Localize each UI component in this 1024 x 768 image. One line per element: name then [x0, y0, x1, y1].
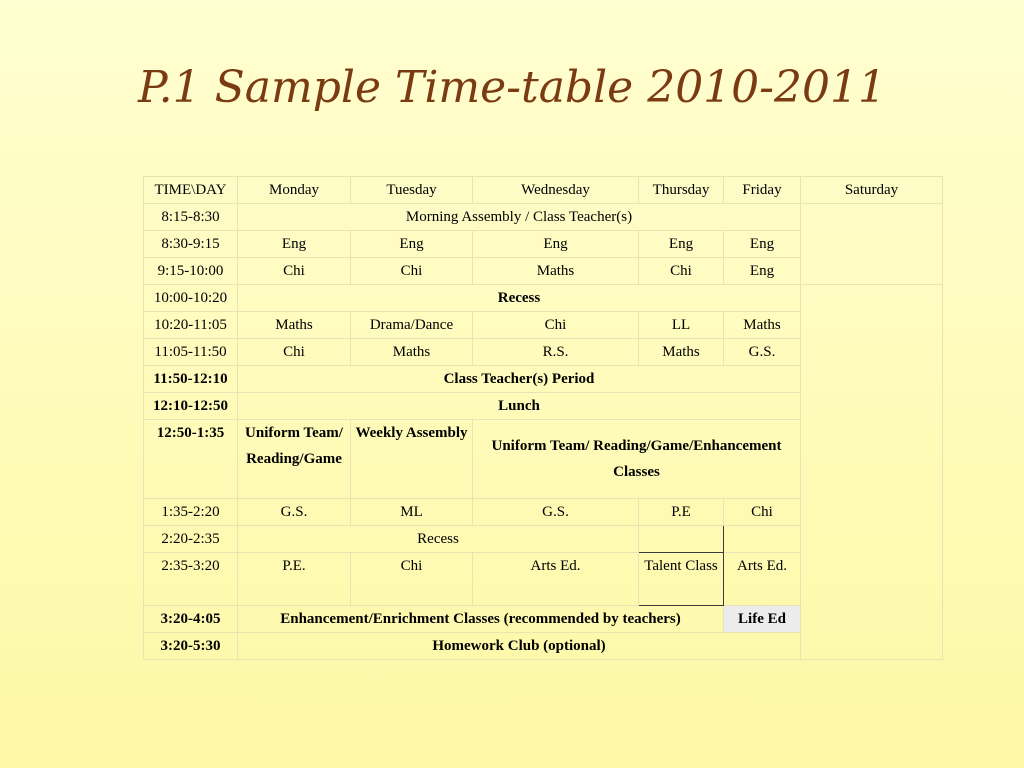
time-cell: 1:35-2:20 — [144, 499, 238, 526]
table-cell: Arts Ed. — [473, 553, 639, 606]
time-cell: 10:20-11:05 — [144, 312, 238, 339]
time-cell: 11:50-12:10 — [144, 366, 238, 393]
table-cell: Arts Ed. — [724, 553, 801, 606]
header-row — [144, 177, 943, 204]
saturday-cell — [801, 285, 943, 660]
table-cell: Chi — [724, 499, 801, 526]
header-cell: Thursday — [639, 177, 724, 204]
time-cell: 2:20-2:35 — [144, 526, 238, 553]
table-cell: Drama/Dance — [351, 312, 473, 339]
header-cell: Friday — [724, 177, 801, 204]
table-cell: Chi — [351, 258, 473, 285]
table-cell: Life Ed — [724, 606, 801, 633]
table-cell: G.S. — [473, 499, 639, 526]
saturday-cell — [801, 204, 943, 285]
table-cell: Chi — [639, 258, 724, 285]
table-cell: G.S. — [724, 339, 801, 366]
span-cell: Uniform Team/ Reading/Game/Enhancement Classes — [473, 420, 801, 499]
table-cell: Eng — [724, 231, 801, 258]
time-cell: 9:15-10:00 — [144, 258, 238, 285]
span-cell: Recess — [238, 285, 801, 312]
header-cell: Monday — [238, 177, 351, 204]
table-cell: Eng — [639, 231, 724, 258]
time-cell: 12:50-1:35 — [144, 420, 238, 499]
time-cell: 8:15-8:30 — [144, 204, 238, 231]
span-cell: Homework Club (optional) — [238, 633, 801, 660]
time-cell: 3:20-4:05 — [144, 606, 238, 633]
empty-cell — [639, 526, 724, 553]
table-cell: LL — [639, 312, 724, 339]
header-cell: Wednesday — [473, 177, 639, 204]
time-cell: 3:20-5:30 — [144, 633, 238, 660]
table-cell: Eng — [238, 231, 351, 258]
span-cell: Recess — [238, 526, 639, 553]
table-cell: Maths — [639, 339, 724, 366]
span-cell: Enhancement/Enrichment Classes (recommended by teachers) — [238, 606, 724, 633]
time-cell: 11:05-11:50 — [144, 339, 238, 366]
header-cell: TIME\DAY — [144, 177, 238, 204]
table-cell: G.S. — [238, 499, 351, 526]
table-row — [144, 204, 943, 231]
span-cell: Lunch — [238, 393, 801, 420]
table-cell: Maths — [238, 312, 351, 339]
table-cell: Maths — [724, 312, 801, 339]
timetable — [143, 176, 943, 660]
page-title: P.1 Sample Time-table 2010-2011 — [137, 62, 887, 113]
table-cell: ML — [351, 499, 473, 526]
table-cell: R.S. — [473, 339, 639, 366]
span-cell: Morning Assembly / Class Teacher(s) — [238, 204, 801, 231]
empty-cell — [724, 526, 801, 553]
header-cell: Tuesday — [351, 177, 473, 204]
time-cell: 12:10-12:50 — [144, 393, 238, 420]
table-cell: P.E — [639, 499, 724, 526]
table-cell: Eng — [473, 231, 639, 258]
table-cell: Eng — [351, 231, 473, 258]
table-cell: Weekly Assembly — [351, 420, 473, 499]
table-cell: P.E. — [238, 553, 351, 606]
time-cell: 8:30-9:15 — [144, 231, 238, 258]
table-cell: Eng — [724, 258, 801, 285]
table-row — [144, 285, 943, 312]
table-cell: Talent Class — [639, 553, 724, 606]
table-cell: Maths — [351, 339, 473, 366]
header-cell: Saturday — [801, 177, 943, 204]
time-cell: 2:35-3:20 — [144, 553, 238, 606]
time-cell: 10:00-10:20 — [144, 285, 238, 312]
table-cell: Chi — [473, 312, 639, 339]
span-cell: Class Teacher(s) Period — [238, 366, 801, 393]
table-cell: Maths — [473, 258, 639, 285]
table-cell: Chi — [351, 553, 473, 606]
table-cell: Uniform Team/ Reading/Game — [238, 420, 351, 499]
table-cell: Chi — [238, 258, 351, 285]
table-cell: Chi — [238, 339, 351, 366]
